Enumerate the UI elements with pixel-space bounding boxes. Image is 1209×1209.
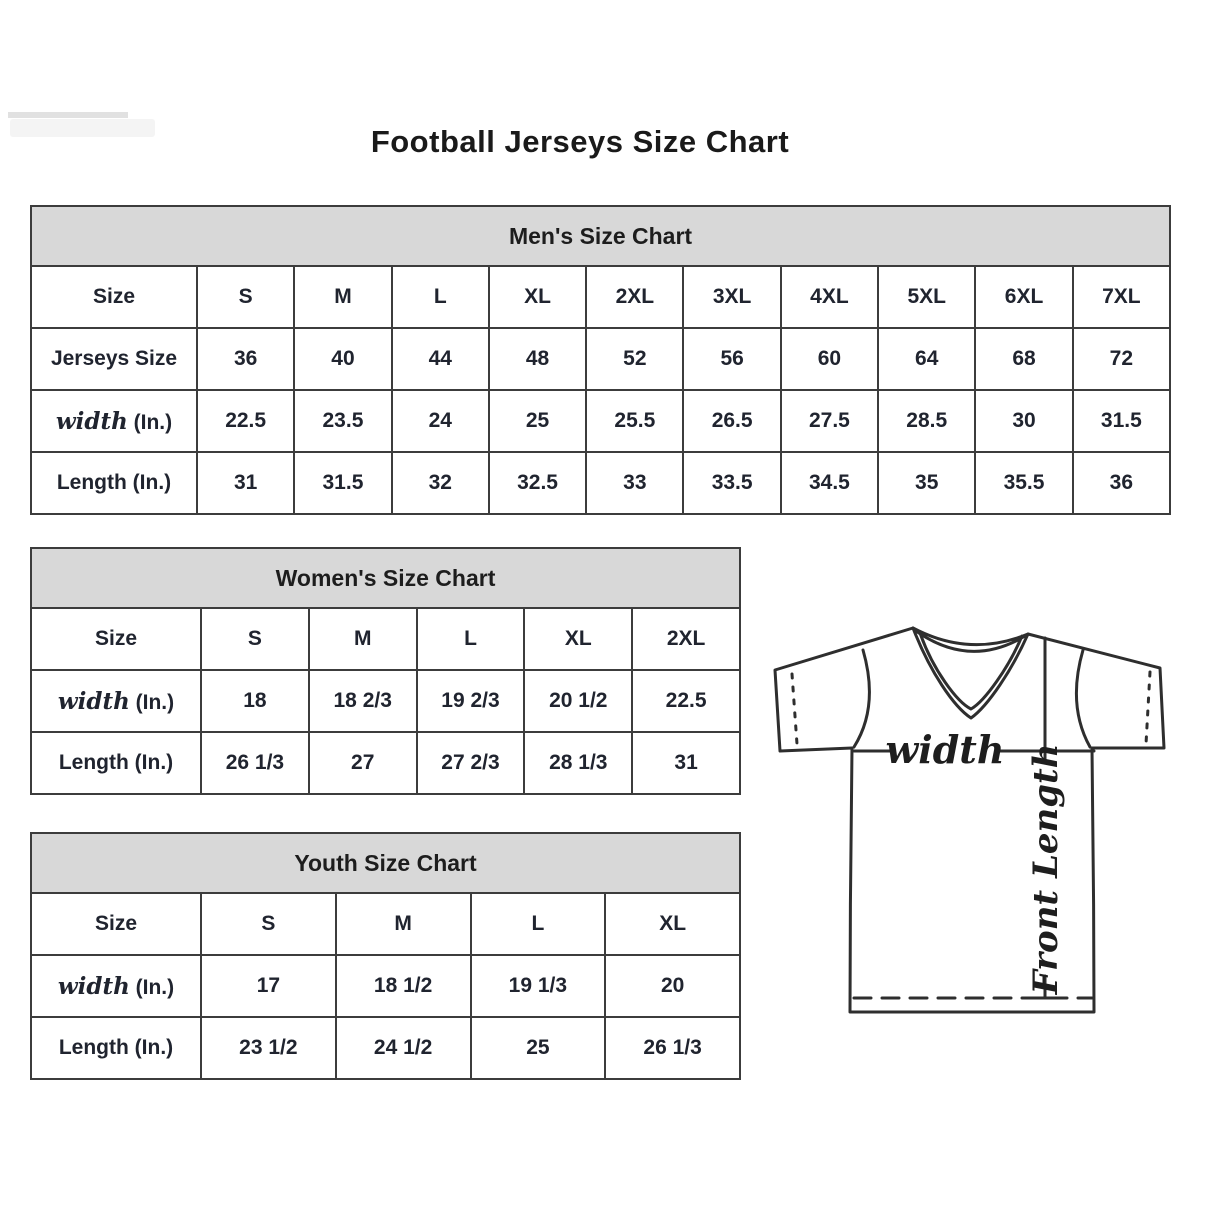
- column-header: XL: [489, 266, 586, 328]
- cell: 20: [605, 955, 740, 1017]
- cell: 32: [392, 452, 489, 514]
- column-header: Size: [31, 608, 201, 670]
- cell: 26 1/3: [201, 732, 309, 794]
- page-title: Football Jerseys Size Chart: [370, 124, 790, 159]
- cell: 36: [197, 328, 294, 390]
- cell: 31.5: [294, 452, 391, 514]
- row-label: [31, 732, 201, 794]
- cell: 24 1/2: [336, 1017, 471, 1079]
- column-header: Size: [31, 266, 197, 328]
- column-header: 7XL: [1073, 266, 1170, 328]
- cell: 31: [197, 452, 294, 514]
- row-label-text: (In.): [129, 975, 175, 999]
- column-header: XL: [605, 893, 740, 955]
- row-label-text: Length (In.): [58, 1036, 174, 1059]
- table-title: Women's Size Chart: [31, 548, 740, 608]
- cell: 19 2/3: [417, 670, 525, 732]
- cell: 60: [781, 328, 878, 390]
- row-label: [31, 955, 201, 1017]
- scan-artifact: [8, 112, 128, 118]
- cell: 25: [471, 1017, 606, 1079]
- cell: 56: [683, 328, 780, 390]
- cell: 44: [392, 328, 489, 390]
- cell: 18 2/3: [309, 670, 417, 732]
- row-label-text: Jerseys Size: [50, 347, 178, 370]
- cell: 32.5: [489, 452, 586, 514]
- jersey-measurement-diagram: [770, 608, 1206, 1040]
- cell: 20 1/2: [524, 670, 632, 732]
- table-row: [31, 390, 1170, 452]
- cell: 36: [1073, 452, 1170, 514]
- cell: 19 1/3: [471, 955, 606, 1017]
- cell: 18 1/2: [336, 955, 471, 1017]
- cell: 64: [878, 328, 975, 390]
- cell: 68: [975, 328, 1072, 390]
- cell: 72: [1073, 328, 1170, 390]
- column-header: S: [201, 893, 336, 955]
- cell: 28.5: [878, 390, 975, 452]
- column-header: 6XL: [975, 266, 1072, 328]
- cell: 31: [632, 732, 740, 794]
- row-label: [31, 670, 201, 732]
- table-row: [31, 955, 740, 1017]
- cell: 23 1/2: [201, 1017, 336, 1079]
- cell: 48: [489, 328, 586, 390]
- column-header: 5XL: [878, 266, 975, 328]
- column-header: 2XL: [632, 608, 740, 670]
- cell: 26.5: [683, 390, 780, 452]
- row-label-italic: width: [57, 972, 130, 1000]
- column-header: 2XL: [586, 266, 683, 328]
- cell: 25: [489, 390, 586, 452]
- scan-artifact: [10, 119, 155, 137]
- table-row: [31, 732, 740, 794]
- cell: 22.5: [197, 390, 294, 452]
- youth-size-table: [30, 832, 741, 1080]
- cell: 26 1/3: [605, 1017, 740, 1079]
- column-header: M: [336, 893, 471, 955]
- column-header: M: [309, 608, 417, 670]
- table-row: [31, 670, 740, 732]
- cell: 28 1/3: [524, 732, 632, 794]
- row-label-text: Length (In.): [56, 471, 172, 494]
- column-header: S: [201, 608, 309, 670]
- width-label: width: [885, 727, 1005, 772]
- row-label-text: (In.): [129, 690, 175, 714]
- column-header: 4XL: [781, 266, 878, 328]
- womens-size-table: [30, 547, 741, 795]
- cell: 27.5: [781, 390, 878, 452]
- table-title-row: [31, 833, 740, 893]
- column-header: 3XL: [683, 266, 780, 328]
- column-header: L: [471, 893, 606, 955]
- cell: 33: [586, 452, 683, 514]
- column-header: Size: [31, 893, 201, 955]
- cell: 31.5: [1073, 390, 1170, 452]
- column-header: XL: [524, 608, 632, 670]
- table-row: [31, 1017, 740, 1079]
- cell: 30: [975, 390, 1072, 452]
- table-title-row: [31, 548, 740, 608]
- cell: 24: [392, 390, 489, 452]
- cell: 17: [201, 955, 336, 1017]
- row-label: [31, 452, 197, 514]
- column-header: S: [197, 266, 294, 328]
- column-header-row: [31, 266, 1170, 328]
- cell: 40: [294, 328, 391, 390]
- cell: 34.5: [781, 452, 878, 514]
- cell: 52: [586, 328, 683, 390]
- cell: 35: [878, 452, 975, 514]
- cell: 22.5: [632, 670, 740, 732]
- cell: 25.5: [586, 390, 683, 452]
- front-length-label: Front Length: [1026, 743, 1066, 995]
- row-label-text: (In.): [127, 410, 173, 434]
- row-label: [31, 328, 197, 390]
- row-label-italic: width: [55, 407, 128, 435]
- row-label-italic: width: [57, 687, 130, 715]
- column-header: M: [294, 266, 391, 328]
- column-header-row: [31, 893, 740, 955]
- cell: 35.5: [975, 452, 1072, 514]
- table-title: Youth Size Chart: [31, 833, 740, 893]
- cell: 18: [201, 670, 309, 732]
- row-label: [31, 390, 197, 452]
- column-header: L: [392, 266, 489, 328]
- cell: 23.5: [294, 390, 391, 452]
- table-title: Men's Size Chart: [31, 206, 1170, 266]
- table-row: [31, 328, 1170, 390]
- mens-size-table: [30, 205, 1171, 515]
- row-label: [31, 1017, 201, 1079]
- row-label-text: Length (In.): [58, 751, 174, 774]
- column-header-row: [31, 608, 740, 670]
- cell: 27 2/3: [417, 732, 525, 794]
- column-header: L: [417, 608, 525, 670]
- cell: 27: [309, 732, 417, 794]
- jersey-outline: [775, 628, 1164, 1012]
- table-title-row: [31, 206, 1170, 266]
- table-row: [31, 452, 1170, 514]
- cell: 33.5: [683, 452, 780, 514]
